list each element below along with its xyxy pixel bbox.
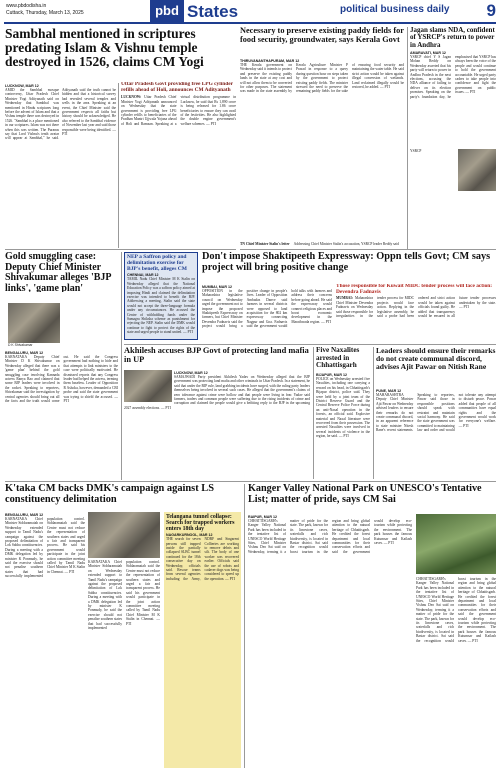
header-rule xyxy=(4,22,496,24)
page-number: 9 xyxy=(486,1,496,20)
headline: Gold smuggling case: Deputy Chief Minister Shivakumar alleges 'BJP links', 'game plan' xyxy=(5,252,111,292)
photo-caption: D K Shivakumar xyxy=(8,343,33,347)
article-naxal-body xyxy=(316,372,370,478)
article-text: KARNATAKA Chief Minister Siddaramaiah on Wednesday extended support to Tamil Nadu's campaign against the proposed delimitation of Lok Sabha constituencies. During a meeting with a DMK delegation led by minister K Ponmudy, he said the exercise should not penalise southern states that had successfully implemented population control. Siddaramaiah said the Centre must not reduce the representation of southern states and urged a fair and transparent process. He said his government would participate in the joint action committee meeting called by Tamil Nadu Chief Minister M K Stalin in Chennai. — PTI xyxy=(5,517,85,579)
article-text: SAMAJWADI Party president Akhilesh Yadav on Wednesday alleged that the BJP government was protecting land mafia and other criminals in Uttar Pradesh. In a statement, he said that under the BJP rule, land grabbing incidents have surged, with the ruling party leaders themselves being involved in several such cases. He alleged that the government's claims of zero tolerance against crime were hollow and that people were living in fear. Yadav said farmers, traders and common people were suffering due to the rising incidents of crime and corruption and claimed the people would give a befitting reply to the BJP in the upcoming 2027 assembly elections. — PTI xyxy=(124,375,310,410)
box-text: THE search for seven persons still trapped inside the partially collapsed SLBC tunnel continued for the 18th consecutive day on Wednesday, officials said. Rescue teams from several agencies including the Army, NDRF and Singareni Collieries are working to remove debris and silt. The body of one worker was recovered earlier. Officials said the use of robots and cadaver dogs was being considered to speed up the operation. — PTI xyxy=(166,537,239,581)
article-nep-box xyxy=(124,252,198,340)
website-url: www.pbdodisha.in xyxy=(6,3,47,9)
article-text: YSRCP chief Y S Jagan Mohan Reddy on Wednesday asserted that his party will return to power in Andhra Pradesh in the next elections, accusing the NDA alliance of failing to deliver on its election promises. Speaking on the party's foundation day, he emphasised that YSRCP has always been the voice of the people and would continue to hold the government accountable. He urged party cadres to take people into confidence and fight the government on public issues. — PTI xyxy=(410,55,496,99)
article-ktaka-headline xyxy=(5,484,241,510)
byline: THIRUVANANTHAPURAM, MAR 12 xyxy=(240,59,300,63)
article-naxal-headline xyxy=(316,347,370,371)
article-telangana-box xyxy=(164,512,241,768)
article-akhilesh-headline xyxy=(124,347,310,369)
article-kerala-body xyxy=(240,58,404,246)
article-text: THE Kerala government on Wednesday said it intends to protect and preserve the existing paddy lands in the state at any cost and will not allow them to be converted for other purposes. The statement was made in the state assembly by Kerala Agriculture Minister P Prasad in response to a query during question hour on steps taken by the government to protect existing paddy fields. The minister stressed the need to preserve the remaining paddy fields for the sake of ensuring food security and maintaining the water table. He said strict action would be taken against illegal conversion of wetlands. Land reclaimed illegally would be restored, he added. — PTI xyxy=(240,63,404,94)
article-kanger-cont xyxy=(416,577,496,768)
headline: Leaders should ensure their remarks do not create communal discord, advises Ajit Pawar on Nitish Rane xyxy=(376,347,496,371)
byline: MUMBAI, MAR 12 xyxy=(202,285,232,289)
byline: AMARAVATI, MAR 12 xyxy=(410,51,446,56)
byline: BIJAPUR, MAR 12 xyxy=(316,373,347,377)
sidebar-text xyxy=(121,95,236,241)
column-divider xyxy=(373,347,374,479)
box-byline: NAGARKURNOOL, MAR 12 xyxy=(166,533,213,538)
side-byline: MUMBAI: xyxy=(336,296,356,301)
side-headline: Those responsible for Kuwait MIDC tender process will face action: Devendra Fadnavis xyxy=(336,284,493,295)
article-sambhal-body xyxy=(5,83,116,248)
article-midc xyxy=(336,284,496,342)
tn-note xyxy=(240,232,404,248)
dateline: Cuttack, Thursday, March 13, 2025 xyxy=(6,9,84,16)
article-text: POLICE on Wednesday arrested five Naxalites, including one carrying a reward on his head, in Chhattisgarh's Bijapur district, police said. They were held by a joint team of the District Reserve Guard and the Central Reserve Police Force during an anti-Naxal operation in the forests, an official said. Explosive material and Naxal literature were recovered from their possession. The arrested Naxalites were involved in several incidents of violence in the region, he said. — PTI xyxy=(316,377,370,439)
box-headline: NEP a Saffron policy and delimitation exercise for BJP's benefit, alleges CM xyxy=(127,254,187,272)
brand-name: political business daily xyxy=(340,4,450,15)
article-kanger-body xyxy=(248,514,412,768)
byline: BENGALURU, MAR 12 xyxy=(5,513,44,517)
siddaramaiah-photo xyxy=(88,512,160,558)
article-sambhal-headline xyxy=(5,27,235,81)
column-divider xyxy=(313,347,314,479)
article-text: MAHARASHTRA Deputy Chief Minister Ajit Pawar on Wednesday advised leaders to ensure their remarks do not create communal discord, in an apparent reference to state minister Nitesh Rane's recent statements. Speaking to reporters, Pawar said those in responsible positions should speak with restraint and maintain social harmony. He said the state government was committed to maintaining law and order and would not tolerate any attempt to disturb peace. Pawar added that people of all communities have equal rights and the government would work for everyone's welfare. — PTI xyxy=(376,393,496,433)
article-pawar-body xyxy=(376,388,496,478)
shivakumar-photo xyxy=(8,303,60,343)
article-shaktipeeth-body xyxy=(202,284,332,342)
article-text: KARNATAKA Deputy Chief Minister D K Shivakumar on Wednesday alleged that there was a 'game plan' behind the gold smuggling case involving Kannada actress Ranya Rao and claimed that some BJP leaders were involved in the racket. Speaking to reporters, Shivakumar said the investigation by central agencies should bring out all the facts and the truth would come out. He said the Congress government had nothing to hide and that attempts to link ministers to the case were politically motivated. He dismissed reports that any Congress leader had helped the actress, terming them baseless. Leader of Opposition R Ashoka, however, demanded a CBI probe and said the state government was trying to shield the accused. — PTI xyxy=(5,355,118,404)
sidebar-headline: Uttar Pradesh Govt providing free LPG cylinder refills ahead of Holi, announces CM Adityanath xyxy=(121,82,233,93)
kanger-valley-photo xyxy=(416,514,496,574)
article-jagan xyxy=(410,27,496,249)
article-text: CHHATTISGARH's Kanger Valley National Park has been included in the tentative list of UNESCO World Heritage Sites, Chief Minister Vishnu Deo Sai said on Wednesday, terming it a matter of pride for the state. The park, known for its limestone caves, waterfalls and rich biodiversity, is located in Bastar district. Sai said the recognition would boost tourism in the region and bring global attention to the natural heritage of Chhattisgarh. He credited the forest department and local communities for their conservation efforts and said the government would develop eco-tourism while protecting the environment. The park houses the famous Kutumsar and Kailash caves. — PTI xyxy=(248,519,412,554)
headline: K'taka CM backs DMK's campaign against LS constituency delimitation xyxy=(5,484,214,505)
section-title: States xyxy=(187,2,239,21)
sidebar-body: Uttar Pradesh Chief Minister Yogi Adityanath announced on Wednesday that the state government is providing free LPG cylinder refills to beneficiaries of the Pradhan Mantri Ujjwala Yojana ahead of Holi and Ramzan. Speaking at a virtual distribution programme in Lucknow, he said that Rs 1,890 crore is being released for 1.86 crore beneficiaries to ensure they can avail of the festivities. He also highlighted the double engine government's welfare schemes. — PTI xyxy=(121,95,236,126)
tn-title: TN Chief Minister Stalin's letter xyxy=(240,242,290,246)
headline: Don't impose Shaktipeeth Expressway: Oppn tells Govt; CM says project will bring positive change xyxy=(202,252,491,273)
masthead-left xyxy=(6,3,156,16)
byline: BENGALURU, MAR 12 xyxy=(5,351,44,355)
article-ktaka-cont xyxy=(88,560,160,768)
article-lpg-box xyxy=(121,82,236,248)
article-shaktipeeth-headline xyxy=(202,252,496,282)
article-pawar-headline xyxy=(376,347,496,387)
column-divider xyxy=(121,252,122,480)
sub-label: YSRCP xyxy=(410,149,422,154)
headline: Akhilesh accuses BJP Govt of protecting land mafia in UP xyxy=(124,347,309,364)
headline: Necessary to preserve existing paddy fields for food security, groundwater, says Kerala Govt xyxy=(240,27,404,44)
article-ktaka-body xyxy=(5,512,85,768)
byline: PUNE, MAR 12 xyxy=(376,389,402,393)
tn-body: Addressing Chief Minister Stalin's accusation, YSRCP leader Reddy said xyxy=(293,242,399,246)
pbd-logo: pbd xyxy=(150,0,184,22)
column-divider xyxy=(407,27,408,249)
column-divider xyxy=(118,83,119,248)
headline: Kanger Valley National Park on UNESCO's Tentative List; matter of pride, says CM Sai xyxy=(248,484,482,505)
article-text-cont: KARNATAKA Chief Minister Siddaramaiah on Wednesday extended support to Tamil Nadu's campaign against the proposed delimitation of Lok Sabha constituencies. During a meeting with a DMK delegation led by minister K Ponmudy, he said the exercise should not penalise southern states that had successfully implemented population control. Siddaramaiah said the Centre must not reduce the representation of southern states and urged a fair and transparent process. He said his government would participate in the joint action committee meeting called by Tamil Nadu Chief Minister M K Stalin in Chennai. — PTI xyxy=(88,560,160,631)
section-divider xyxy=(240,249,496,250)
byline: LUCKNOW, MAR 12 xyxy=(174,371,208,375)
side-body: Maharashtra Chief Minister Devendra Fadnavis on Wednesday said those responsible for irregularities in the tender process for MIDC projects would face action. Replying in the legislative assembly, he said a probe had been ordered and strict action would be taken against officials found guilty. He added that transparency would be ensured in all future tender processes undertaken by the state. — PTI xyxy=(336,296,496,318)
article-gold-body xyxy=(5,350,118,477)
article-kanger-headline xyxy=(248,484,496,512)
byline: LUCKNOW, MAR 12 xyxy=(5,84,39,88)
box-text: TAMIL Nadu Chief Minister M K Stalin on Wednesday alleged that the National Education Policy was a saffron policy aimed at imposing Hindi and claimed the delimitation exercise was intended to benefit the BJP. Addressing a meeting, Stalin said the state would not accept the three-language formula under any circumstances. He accused the Centre of withholding funds under the Samagra Shiksha scheme as punishment for rejecting the NEP. Stalin said the DMK would continue to fight to protect the rights of the state and urged people to stand united. — PTI xyxy=(127,277,195,335)
side-text xyxy=(336,296,496,340)
article-gold-headline xyxy=(5,252,118,292)
section-divider xyxy=(5,249,236,250)
article-akhilesh-body xyxy=(124,370,310,478)
byline: RAIPUR, MAR 12 xyxy=(248,515,277,519)
headline: Sambhal mentioned in scriptures predating Islam & Vishnu temple destroyed in 1526, claims CM Yogi xyxy=(5,27,204,70)
jagan-photo xyxy=(458,149,496,191)
box-byline: CHENNAI, MAR 12 xyxy=(127,273,159,278)
article-text: OPPOSITION in the Maharashtra legislative council on Wednesday urged the government not to impose the proposed Shaktipeeth Expressway on farmers, but Chief Minister Devendra Fadnavis said the project would bring a positive change in people's lives. Leader of Opposition Ambadas Danve said farmers in several districts were opposed to land acquisition for the 802 km expressway connecting Nagpur and Goa. Fadnavis said the government would hold talks with farmers and address their concerns before going ahead. He said the expressway would connect religious places and boost economic development in the Marathwada region. — PTI xyxy=(202,289,332,329)
sidebar-byline: LUCKNOW: xyxy=(121,95,145,100)
box-headline: Telangana tunnel collapse: Search for trapped workers enters 18th day xyxy=(166,514,235,533)
article-text-cont: CHHATTISGARH's Kanger Valley National Park has been included in the tentative list of UNESCO World Heritage Sites, Chief Minister Vishnu Deo Sai said on Wednesday, terming it a matter of pride for the state. The park, known for its limestone caves, waterfalls and rich biodiversity, is located in Bastar district. Sai said the recognition would boost tourism in the region and bring global attention to the natural heritage of Chhattisgarh. He credited the forest department and local communities for their conservation efforts and said the government would develop eco-tourism while protecting the environment. The park houses the famous Kutumsar and Kailash caves. — PTI xyxy=(416,577,496,643)
section-divider xyxy=(124,344,496,345)
headline: Jagan slams NDA, confident of YSRCP's return to power in Andhra xyxy=(410,27,495,49)
article-text: AMID the Sambhal mosque controversy, Uttar Pradesh Chief Minister Yogi Adityanath said on Wednesday that Sambhal was mentioned in Hindu scriptures long before the advent of Islam and that a Vishnu temple there was destroyed in 1526. "Sambhal is a place mentioned in our scriptures. Islam was not there when this was written. The Puranas say that Lord Vishnu's tenth avatar will appear at Sambhal," he said. Adityanath said the truth cannot be hidden and that a historical survey had revealed several temples and wells in the area. Speaking at an event, the Chief Minister said the government respects all faiths but history should be acknowledged. He also referred to the Sambhal violence of November last year and said those responsible were being identified. — PTI xyxy=(5,88,116,141)
article-kerala-headline xyxy=(240,27,404,57)
section-divider xyxy=(5,481,496,482)
column-divider xyxy=(244,484,245,768)
headline: Five Naxalites arrested in Chhattisgarh xyxy=(316,347,360,370)
